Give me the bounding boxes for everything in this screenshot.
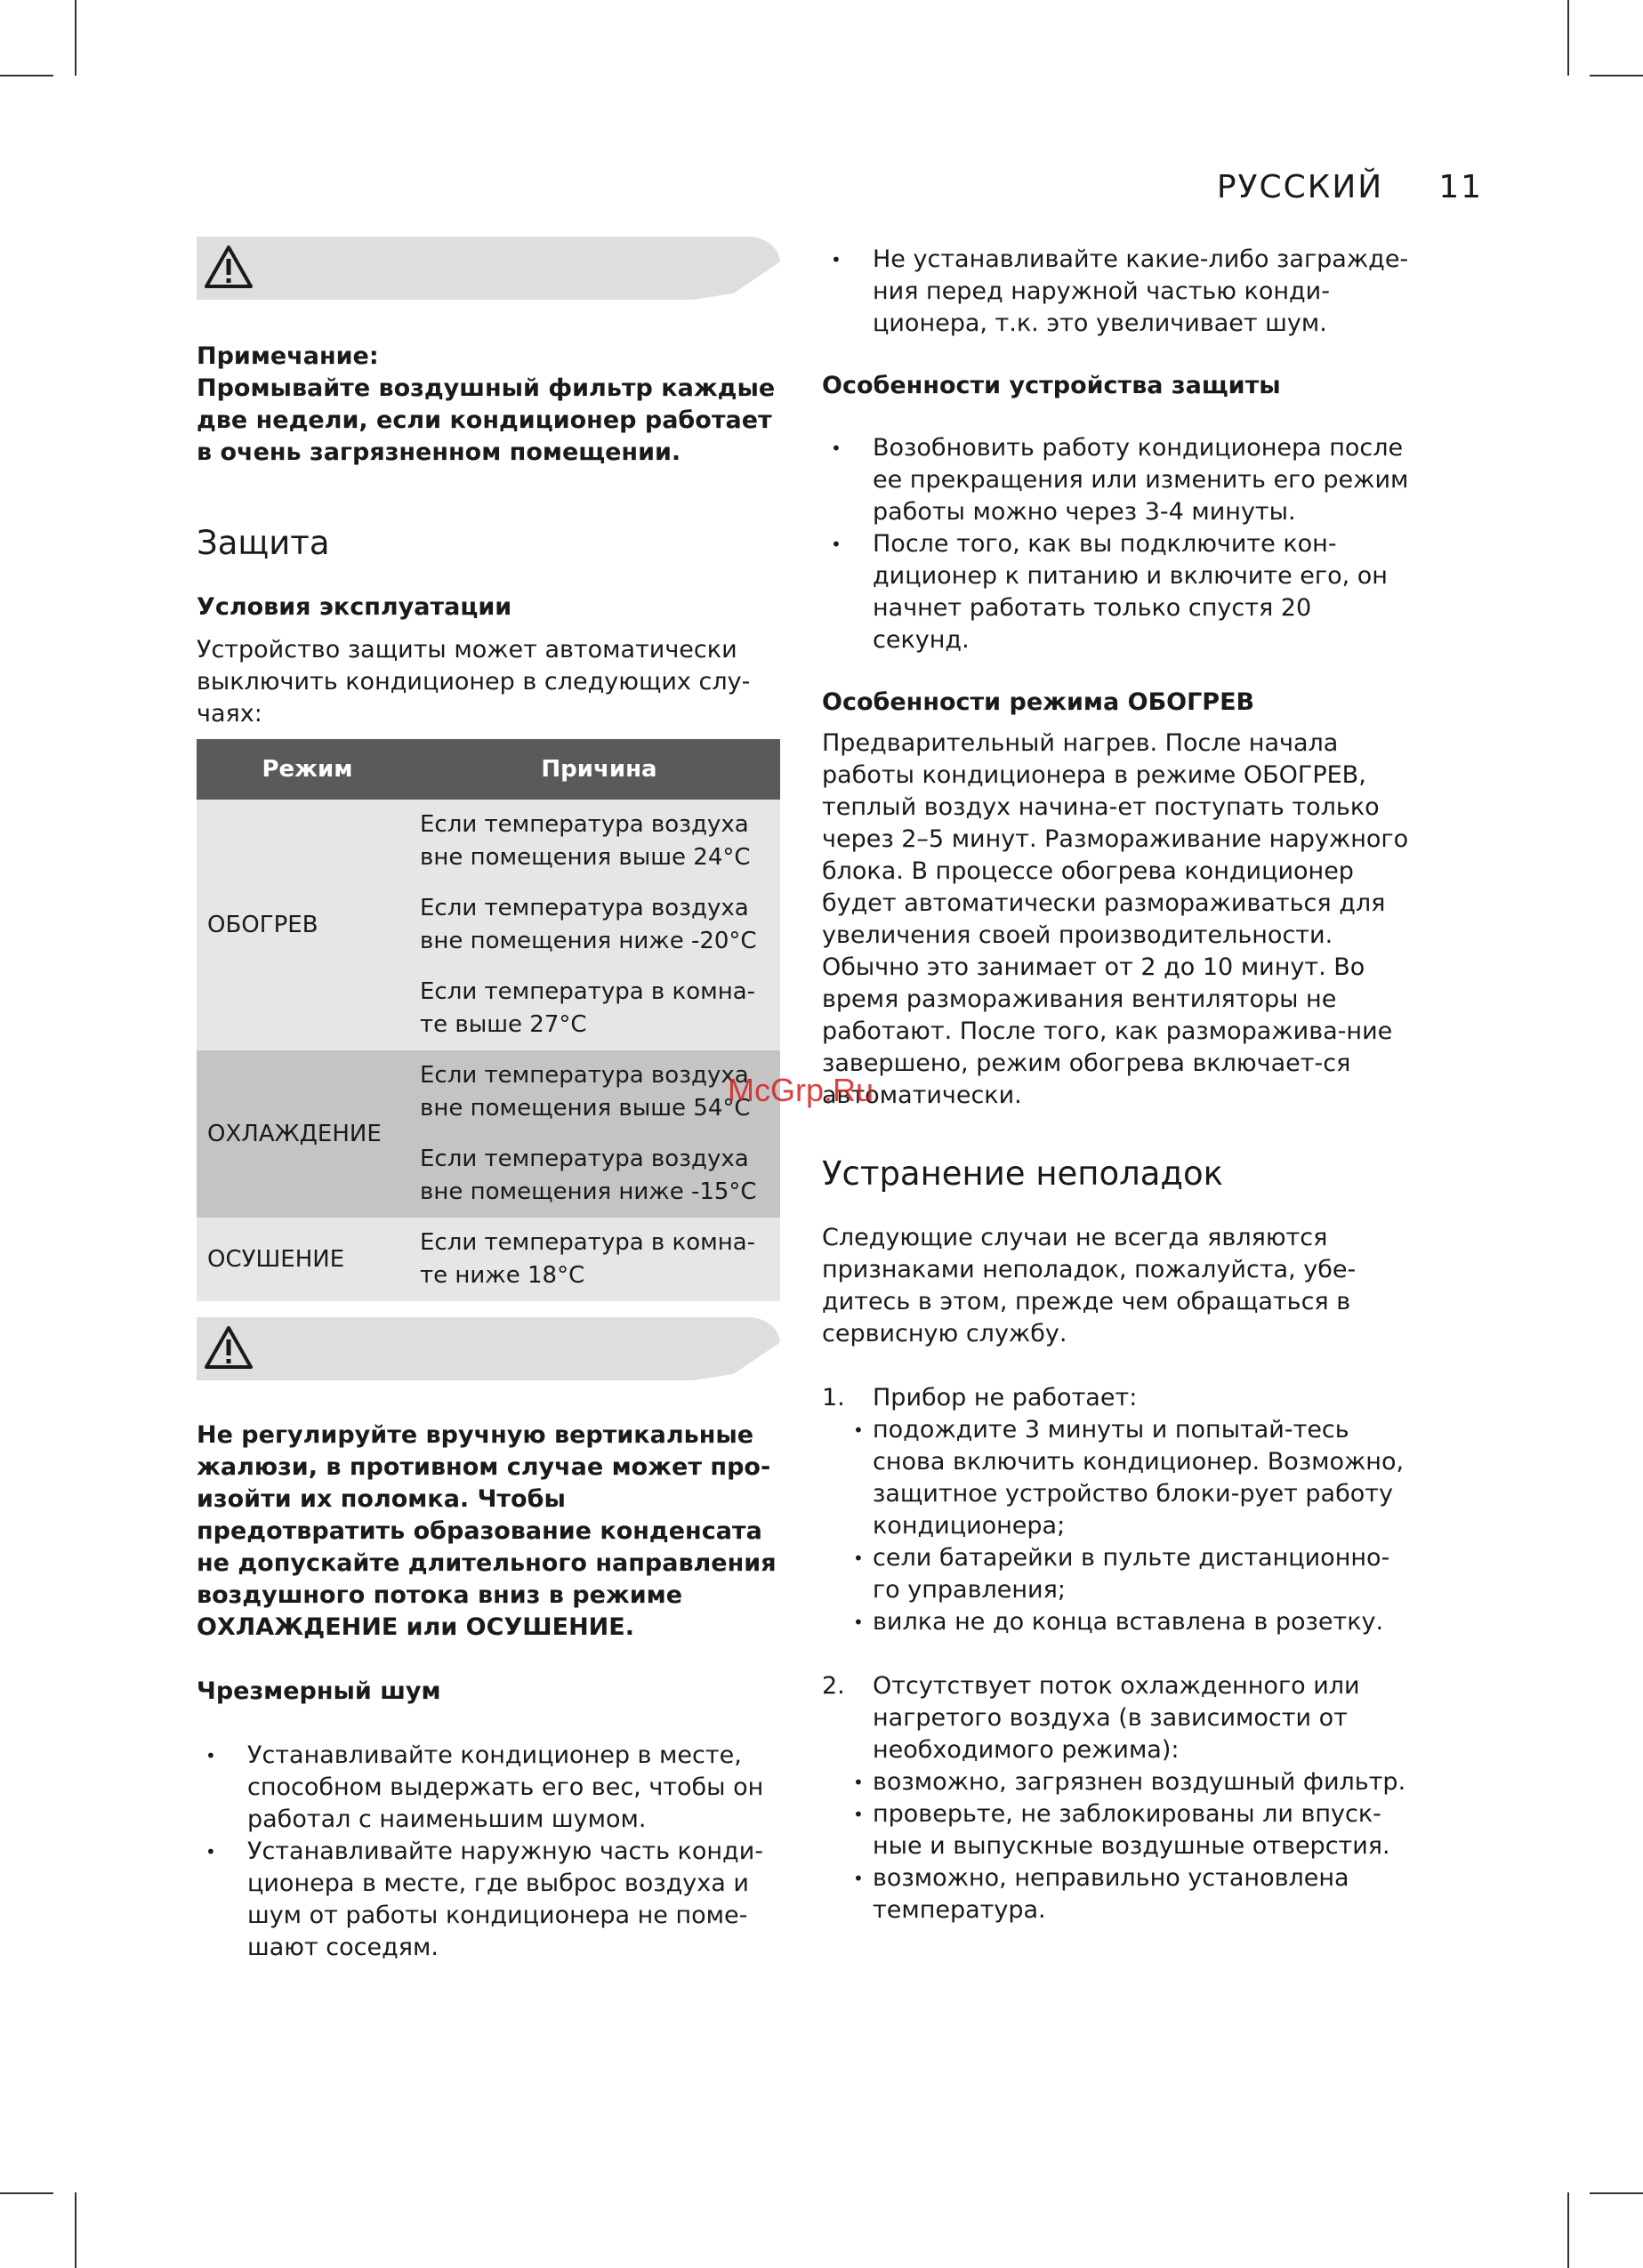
subsection-title-protection-features: Особенности устройства защиты [822, 372, 1281, 399]
crop-mark [1567, 2192, 1569, 2268]
table-row [197, 1218, 780, 1301]
left-column [197, 237, 780, 1964]
warning-text: Не регулируйте вручную вертикальные жалюзи, в противном случае может про-изойти их поломка. Чтобы предотвратить образование конденсата не допускайте длительного направления воздушного потока вниз в режиме ОХЛАЖДЕНИЕ или ОСУШЕНИЕ. [197, 1421, 777, 1641]
warning-banner [197, 237, 780, 300]
list-number: 1. [822, 1384, 845, 1411]
crop-mark [1590, 75, 1643, 76]
table-cell-reason: Если температура воздуха вне помещения ниже -20°C [420, 895, 757, 954]
sub-list-item: • сели батарейки в пульте дистанционно-го управления; [873, 1542, 1409, 1606]
subsection-title-conditions: Условия эксплуатации [197, 593, 512, 621]
sub-list-item: • возможно, загрязнен воздушный фильтр. [873, 1766, 1409, 1798]
table-cell-reason: Если температура воздуха вне помещения выше 54°C [420, 1062, 751, 1122]
conditions-text: Устройство защиты может автоматически выключить кондиционер в следующих слу-чаях: [197, 636, 751, 728]
list-item: • Устанавливайте наружную часть конди-ционера в месте, где выброс воздуха и шум от работы кондиционера не поме-шают соседям. [197, 1836, 780, 1964]
sub-list-item: • возможно, неправильно установлена температура. [873, 1862, 1409, 1926]
protection-table [197, 739, 780, 1301]
note-label: Примечание: [197, 342, 379, 370]
sub-list [873, 1414, 1409, 1638]
sub-list-item: • подождите 3 минуты и попытай-тесь снова включить кондиционер. Возможно, защитное устройство блоки-рует работу кондиционера; [873, 1414, 1409, 1542]
right-column [822, 244, 1409, 1926]
watermark: McGrp.Ru [728, 1072, 874, 1108]
table-row [197, 1050, 780, 1134]
crop-mark [1567, 0, 1569, 76]
subsection-title-noise: Чрезмерный шум [197, 1677, 441, 1705]
list-number: 2. [822, 1672, 845, 1700]
warning-banner [197, 1317, 780, 1380]
warning-triangle-icon [204, 1324, 254, 1371]
heat-text: Предварительный нагрев. После начала работы кондиционера в режиме ОБОГРЕВ, теплый воздух начина-ет поступать только через 2–5 минут. Размораживание наружного блока. В процессе обогрева кондиционер будет автоматически размораживаться для увеличения своей производительности. Обычно это занимает от 2 до 10 минут. Во время размораживания вентиляторы не работают. После того, как разморажива-ние завершено, режим обогрева включает-ся автоматически. [822, 729, 1409, 1109]
crop-mark [75, 2192, 77, 2268]
crop-mark [0, 75, 53, 76]
list-item: • Устанавливайте кондиционер в месте, способном выдержать его вес, чтобы он работал с наименьшим шумом. [197, 1740, 780, 1836]
table-cell-reason: Если температура в комна-те выше 27°C [420, 978, 756, 1038]
troubleshooting-list [822, 1382, 1409, 1926]
sub-list-item: • проверьте, не заблокированы ли впуск-ные и выпускные воздушные отверстия. [873, 1798, 1409, 1862]
table-row [197, 800, 780, 883]
list-item: • Не устанавливайте какие-либо загражде-ния перед наружной частью конди-ционера, т.к. это увеличивает шум. [822, 244, 1409, 340]
sub-list [873, 1766, 1409, 1926]
troubleshooting-intro: Следующие случаи не всегда являются признаками неполадок, пожалуйста, убе-дитесь в этом, прежде чем обращаться в сервисную службу. [822, 1224, 1357, 1347]
protection-features-list [822, 432, 1409, 656]
warning-triangle-icon [204, 244, 254, 290]
table-cell-mode: ОСУШЕНИЕ [207, 1245, 345, 1273]
note-text: Промывайте воздушный фильтр каждые две недели, если кондиционер работает в очень загрязненном помещении. [197, 374, 776, 466]
noise-list-continued [822, 244, 1409, 340]
list-item-title: Прибор не работает: [873, 1384, 1138, 1411]
list-item: • После того, как вы подключите кон-диционер к питанию и включите его, он начнет работать только спустя 20 секунд. [822, 528, 1409, 656]
language-label: РУССКИЙ [1216, 169, 1384, 205]
list-item [822, 1670, 1409, 1926]
table-cell-mode: ОБОГРЕВ [207, 911, 318, 938]
section-title-troubleshooting: Устранение неполадок [822, 1154, 1223, 1193]
list-item-title: Отсутствует поток охлажденного или нагретого воздуха (в зависимости от необходимого режима): [873, 1672, 1360, 1764]
table-cell-reason: Если температура воздуха вне помещения выше 24°C [420, 811, 751, 871]
list-item [822, 1382, 1409, 1638]
subsection-title-heat: Особенности режима ОБОГРЕВ [822, 688, 1255, 716]
page-header [1217, 169, 1483, 205]
table-cell-reason: Если температура в комна-те ниже 18°C [420, 1229, 756, 1289]
list-item: • Возобновить работу кондиционера после ее прекращения или изменить его режим работы можно через 3-4 минуты. [822, 432, 1409, 528]
sub-list-item: • вилка не до конца вставлена в розетку. [873, 1606, 1409, 1638]
crop-mark [75, 0, 77, 76]
table-cell-mode: ОХЛАЖДЕНИЕ [207, 1120, 382, 1147]
table-header-mode: Режим [197, 739, 418, 800]
section-title-protection: Защита [197, 524, 330, 562]
crop-mark [1590, 2192, 1643, 2194]
page-number: 11 [1438, 169, 1483, 205]
table-cell-reason: Если температура воздуха вне помещения ниже -15°C [420, 1146, 757, 1205]
table-header-reason: Причина [418, 739, 780, 800]
crop-mark [0, 2192, 53, 2194]
noise-list [197, 1740, 780, 1964]
